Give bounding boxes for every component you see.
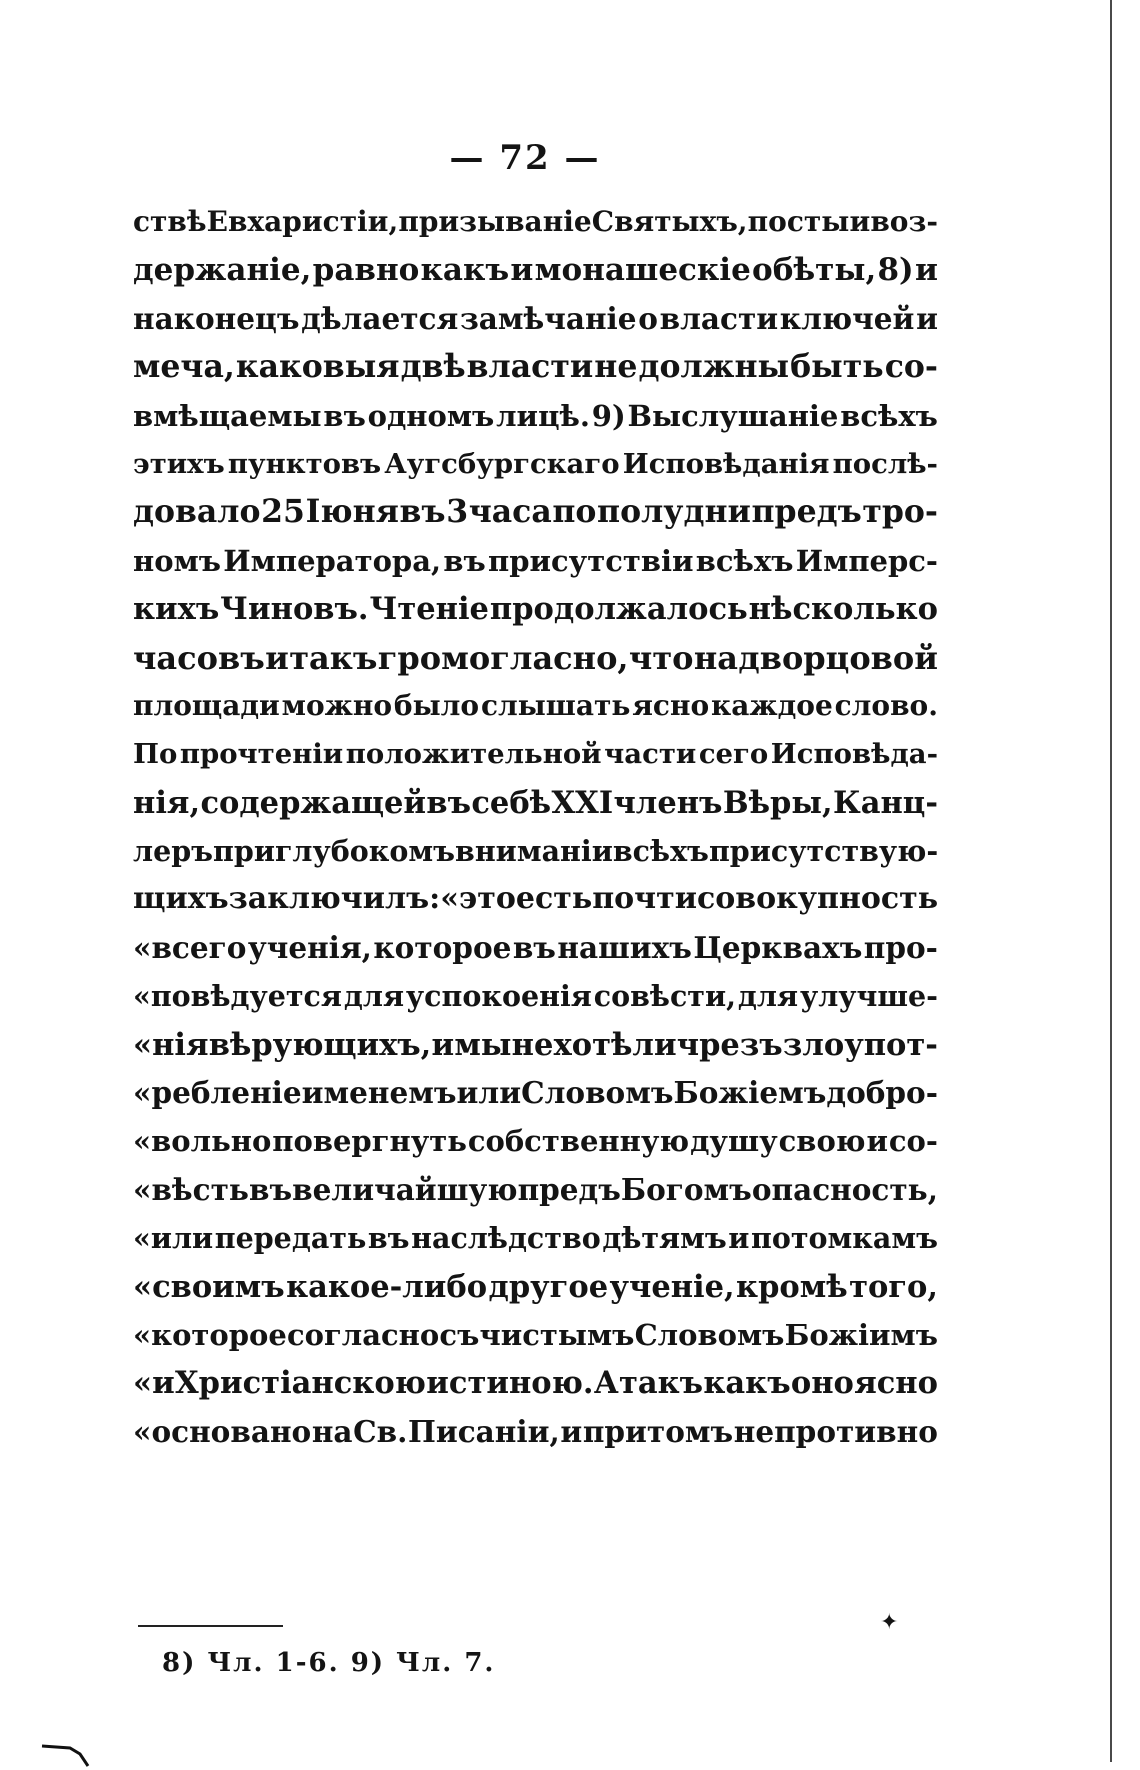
word: что <box>628 638 694 677</box>
word: передать <box>214 1221 367 1256</box>
word: «ребленіе <box>133 1075 302 1111</box>
word: Императора, <box>223 543 442 578</box>
word: Христіанскою <box>174 1365 426 1402</box>
word: кихъ <box>133 591 220 628</box>
word: пунктовъ <box>227 447 382 480</box>
text-line <box>133 343 938 391</box>
word: и <box>914 252 938 289</box>
text-line <box>133 875 938 923</box>
word: «повѣдуется <box>133 979 342 1014</box>
word: Св. <box>353 1413 408 1449</box>
word: какъ <box>703 1365 791 1402</box>
word: должны <box>638 348 790 386</box>
word: часовъ <box>133 638 265 677</box>
word: успокоенія <box>405 979 592 1014</box>
word: посты <box>747 205 850 238</box>
body-text <box>133 198 938 1456</box>
text-line <box>133 488 938 536</box>
word: Іюня <box>305 493 399 531</box>
word: Чтеніе <box>369 591 489 628</box>
word: Евхаристіи, <box>206 205 399 238</box>
word: душу <box>690 1124 778 1159</box>
word: монашескіе <box>534 252 751 289</box>
word: такъ <box>289 638 378 677</box>
word: «и <box>133 1365 175 1402</box>
text-line <box>133 924 938 972</box>
word: совокупность <box>696 881 939 917</box>
word: и <box>916 300 938 336</box>
word: «всего <box>133 929 247 965</box>
word: всѣхъ <box>695 543 794 578</box>
word: притомъ <box>582 1413 734 1449</box>
word: какъ <box>420 252 510 289</box>
word: обѣты, <box>752 252 877 289</box>
word: дворцовой <box>738 638 938 677</box>
word: ученіе, <box>609 1268 735 1305</box>
word: меча, <box>133 348 235 386</box>
word: другое <box>488 1268 609 1305</box>
word: злоупот- <box>782 1026 938 1063</box>
word: и <box>849 205 871 238</box>
word: довало <box>133 493 261 531</box>
word: Имперс- <box>795 543 938 578</box>
word: полудни <box>597 493 751 531</box>
word: не <box>594 348 638 386</box>
word: въ <box>399 493 446 531</box>
word: улучше- <box>799 979 938 1014</box>
word: про- <box>863 929 938 965</box>
word: равно <box>312 252 420 289</box>
word: вмѣщаемы <box>133 398 322 433</box>
page-edge-line <box>1110 0 1112 1762</box>
text-line <box>133 537 938 585</box>
word: собственную <box>467 1124 690 1159</box>
text-line <box>133 585 938 633</box>
word: какое-либо <box>286 1268 488 1305</box>
word: согласно <box>286 1317 440 1352</box>
word: истиною. <box>426 1365 594 1402</box>
text-line <box>133 198 938 246</box>
word: «вѣсть <box>133 1171 249 1207</box>
word: А <box>593 1365 619 1402</box>
text-line <box>133 1359 938 1407</box>
word: «это <box>440 881 516 917</box>
word: часа <box>468 493 552 531</box>
word: Вѣры, <box>722 784 833 821</box>
ink-blot-mark: ✦ <box>880 1610 899 1635</box>
word: щихъ <box>133 881 229 917</box>
word: положительной <box>345 738 602 771</box>
word: 25 <box>261 493 305 531</box>
word: по <box>552 493 597 531</box>
page-number: — 72 — <box>449 138 601 178</box>
word: номъ <box>133 543 222 578</box>
word: непротивно <box>733 1413 938 1449</box>
word: ствѣ <box>133 205 207 238</box>
text-line <box>133 779 938 827</box>
word: 8) <box>877 252 914 289</box>
word: быть <box>790 348 884 386</box>
word: ясно <box>854 1365 938 1402</box>
word: вниманіи <box>455 834 613 869</box>
word: леръ <box>133 834 214 869</box>
word: Выслушаніе <box>627 398 839 433</box>
word: чрезъ <box>676 1026 783 1063</box>
word: Словомъ <box>634 1317 785 1352</box>
word: и <box>866 1124 888 1159</box>
word: Писаніи, <box>407 1413 560 1449</box>
word: каковыя <box>235 348 400 386</box>
word: слово. <box>834 688 938 722</box>
word: нѣсколько <box>748 591 938 628</box>
word: себѣ <box>471 784 552 821</box>
word: членъ <box>613 784 723 821</box>
word: и <box>265 638 289 677</box>
word: власти <box>659 300 779 336</box>
text-line <box>133 1263 938 1311</box>
text-line <box>133 1117 938 1165</box>
footnote-rule <box>138 1625 283 1627</box>
word: предъ <box>517 1171 621 1207</box>
word: именемъ <box>301 1075 457 1111</box>
word: для <box>343 979 405 1014</box>
word: присутствую- <box>708 834 939 869</box>
word: 9) <box>591 398 626 433</box>
word: продолжалось <box>489 591 748 628</box>
word: «или <box>133 1221 214 1256</box>
word: нія, <box>133 784 201 821</box>
word: было <box>393 688 480 722</box>
word: въ <box>367 1221 410 1256</box>
word: Богомъ <box>620 1171 752 1207</box>
text-line <box>133 1021 938 1069</box>
word: такъ <box>618 1365 704 1402</box>
word: на <box>311 1413 353 1449</box>
word: и <box>431 1026 455 1063</box>
word: повергнуть <box>272 1124 467 1159</box>
text-line <box>133 1069 938 1117</box>
word: и <box>728 1221 750 1256</box>
word: Исповѣданія <box>622 447 830 480</box>
footnote: 8) Чл. 1-6. 9) Чл. 7. <box>162 1648 496 1678</box>
word: почти <box>592 881 697 917</box>
text-line <box>133 634 938 682</box>
word: Исповѣда- <box>770 738 938 771</box>
word: Божіимъ <box>784 1317 938 1352</box>
word: громогласно, <box>377 638 629 677</box>
word: въ <box>426 784 471 821</box>
word: части <box>604 738 697 771</box>
word: глубокомъ <box>274 834 456 869</box>
word: наконецъ <box>133 300 300 336</box>
text-line <box>133 295 938 343</box>
word: не <box>511 1026 554 1063</box>
text-line <box>133 246 938 294</box>
word: тро- <box>862 493 938 531</box>
word: 3 <box>446 493 469 531</box>
word: Церквахъ <box>693 929 863 965</box>
word: двѣ <box>400 348 466 386</box>
word: съ <box>439 1317 480 1352</box>
text-line <box>133 392 938 440</box>
word: содержащей <box>200 784 427 821</box>
word: площади <box>133 688 280 722</box>
word: каждое <box>710 688 833 722</box>
word: ясно <box>632 688 710 722</box>
word: По <box>133 738 178 771</box>
word: со- <box>884 348 938 386</box>
word: добро- <box>826 1075 938 1111</box>
word: лицѣ. <box>496 398 590 433</box>
text-line <box>133 730 938 778</box>
word: «своимъ <box>133 1268 285 1305</box>
word: слышать <box>480 688 631 722</box>
word: присутствіи <box>487 543 694 578</box>
text-line <box>133 1214 938 1262</box>
word: опасность, <box>751 1171 938 1207</box>
word: предъ <box>751 493 862 531</box>
word: «которое <box>133 1317 287 1352</box>
word: Словомъ <box>521 1075 674 1111</box>
word: призываніе <box>398 205 592 238</box>
word: «вольно <box>133 1124 272 1159</box>
word: «нія <box>133 1026 209 1063</box>
word: или <box>456 1075 522 1111</box>
word: прочтеніи <box>179 738 344 771</box>
word: въ <box>512 929 556 965</box>
word: Чиновъ. <box>220 591 369 628</box>
word: для <box>737 979 799 1014</box>
word: оно <box>790 1365 854 1402</box>
word: Божіемъ <box>673 1075 827 1111</box>
word: и <box>560 1413 583 1449</box>
word: ключей <box>779 300 915 336</box>
text-line <box>133 1166 938 1214</box>
word: того, <box>849 1268 938 1305</box>
word: въ <box>323 398 366 433</box>
word: мы <box>454 1026 512 1063</box>
word: свою <box>778 1124 866 1159</box>
text-line <box>133 972 938 1020</box>
word: дѣтямъ <box>602 1221 727 1256</box>
word: потомкамъ <box>751 1221 938 1256</box>
word: ученія, <box>247 929 372 965</box>
word: въ <box>443 543 486 578</box>
word: послѣ- <box>832 447 938 480</box>
word: воз- <box>870 205 938 238</box>
word: «основано <box>133 1413 312 1449</box>
word: чистымъ <box>479 1317 635 1352</box>
scan-mark-icon <box>40 1740 92 1770</box>
word: власти <box>466 348 594 386</box>
word: этихъ <box>133 447 225 480</box>
word: и <box>510 252 534 289</box>
word: всѣхъ <box>840 398 938 433</box>
text-line <box>133 682 938 730</box>
word: при <box>213 834 275 869</box>
word: всѣхъ <box>612 834 709 869</box>
word: держаніе, <box>133 252 312 289</box>
word: о <box>638 300 658 336</box>
word: сего <box>698 738 769 771</box>
word: совѣсти, <box>593 979 737 1014</box>
word: на <box>693 638 739 677</box>
word: дѣлается <box>301 300 459 336</box>
word: со- <box>888 1124 938 1159</box>
word: величайшую <box>292 1171 518 1207</box>
text-line <box>133 1408 938 1456</box>
word: нашихъ <box>557 929 692 965</box>
word: Аугсбургскаго <box>384 447 620 480</box>
word: кромѣ <box>736 1268 848 1305</box>
word: XXI <box>551 784 614 821</box>
word: вѣрующихъ, <box>208 1026 432 1063</box>
text-line <box>133 827 938 875</box>
word: наслѣдство <box>411 1221 601 1256</box>
word: есть <box>515 881 593 917</box>
word: одномъ <box>367 398 495 433</box>
text-line <box>133 1311 938 1359</box>
word: Святыхъ, <box>591 205 748 238</box>
word: можно <box>281 688 393 722</box>
word: которое <box>373 929 512 965</box>
word: хотѣли <box>553 1026 677 1063</box>
word: заключилъ: <box>228 881 441 917</box>
word: замѣчаніе <box>459 300 637 336</box>
word: въ <box>248 1171 293 1207</box>
text-line <box>133 440 938 488</box>
word: Канц- <box>832 784 938 821</box>
